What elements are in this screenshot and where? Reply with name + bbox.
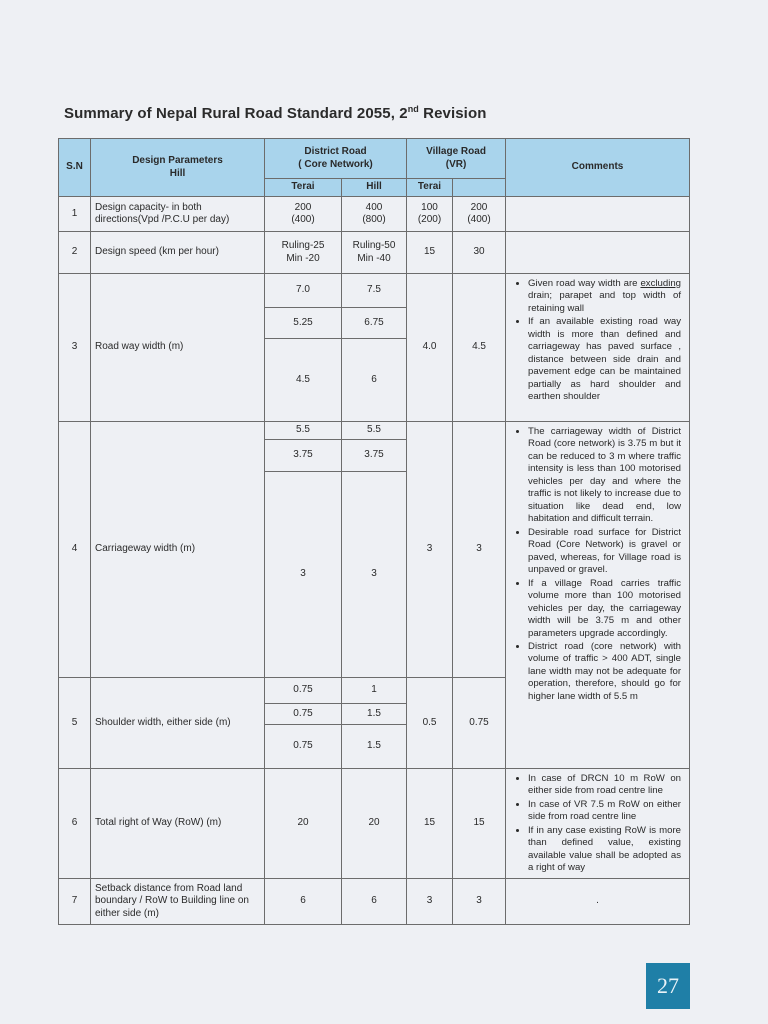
page-number-badge: 27 bbox=[646, 963, 690, 1009]
cell-vr-terai: 3 bbox=[407, 422, 453, 678]
cell-vr-terai: 3 bbox=[407, 878, 453, 924]
header-vr-hill bbox=[453, 179, 506, 197]
cell-dr-terai: 0.75 bbox=[265, 678, 342, 704]
cell-dr-hill: 6.75 bbox=[342, 308, 407, 339]
cell-vr-hill: 3 bbox=[453, 878, 506, 924]
header-village-road bbox=[407, 139, 506, 179]
cell-sn: 4 bbox=[59, 422, 91, 678]
comment-item: • If in any case existing RoW is more than defined value, existing available value shall be adopted as a right of way bbox=[528, 825, 681, 875]
table-row-1 bbox=[59, 197, 690, 232]
cell-dr-terai: 0.75 bbox=[265, 725, 342, 769]
cell-dr-hill: 20 bbox=[342, 769, 407, 879]
title-tail: Revision bbox=[418, 105, 487, 122]
cell-vr-hill: 30 bbox=[453, 232, 506, 274]
cell-dr-hill: 3 bbox=[342, 472, 407, 678]
header-district-road bbox=[265, 139, 407, 179]
cell-vr-terai: 15 bbox=[407, 232, 453, 274]
page-title bbox=[64, 104, 486, 122]
comment-item: • In case of DRCN 10 m RoW on either side from road centre line bbox=[528, 773, 681, 798]
header-sn: S.N bbox=[59, 139, 91, 197]
cell-vr-hill: 15 bbox=[453, 769, 506, 879]
cell-dr-terai: 4.5 bbox=[265, 339, 342, 422]
cell-dr-hill: 1.5 bbox=[342, 704, 407, 725]
cell-dr-hill: 6 bbox=[342, 878, 407, 924]
cell-dr-terai: 200 (400) bbox=[265, 197, 342, 232]
header-design-parameters-label: Design Parameters bbox=[132, 155, 223, 166]
cell-vr-hill: 200 (400) bbox=[453, 197, 506, 232]
cell-param: Design speed (km per hour) bbox=[91, 232, 265, 274]
cell-sn: 5 bbox=[59, 678, 91, 769]
header-design-parameters bbox=[91, 139, 265, 197]
header-dr-hill: Hill bbox=[342, 179, 407, 197]
cell-vr-terai: 4.0 bbox=[407, 274, 453, 422]
header-village-road-label: Village Road bbox=[426, 146, 486, 157]
cell-dr-hill: 400 (800) bbox=[342, 197, 407, 232]
cell-dr-terai: 3.75 bbox=[265, 440, 342, 472]
table-row-4 bbox=[59, 422, 690, 440]
cell-sn: 3 bbox=[59, 274, 91, 422]
header-vr-terai: Terai bbox=[407, 179, 453, 197]
cell-comment: . bbox=[506, 878, 690, 924]
comment-item: • District road (core network) with volume of traffic > 400 ADT, single lane width may not be adequate for operation, therefore, should go for higher lane width of 5.5 m bbox=[528, 641, 681, 703]
header-dr-terai: Terai bbox=[265, 179, 342, 197]
cell-param: Design capacity- in both directions(Vpd /P.C.U per day) bbox=[91, 197, 265, 232]
cell-sn: 7 bbox=[59, 878, 91, 924]
cell-dr-terai: 5.25 bbox=[265, 308, 342, 339]
cell-sn: 1 bbox=[59, 197, 91, 232]
cell-vr-hill: 4.5 bbox=[453, 274, 506, 422]
title-text: Summary of Nepal Rural Road Standard 2055, 2 bbox=[64, 105, 408, 122]
cell-vr-terai: 15 bbox=[407, 769, 453, 879]
cell-dr-terai: 20 bbox=[265, 769, 342, 879]
cell-param: Road way width (m) bbox=[91, 274, 265, 422]
cell-dr-hill: 1 bbox=[342, 678, 407, 704]
cell-param: Shoulder width, either side (m) bbox=[91, 678, 265, 769]
cell-dr-terai: 0.75 bbox=[265, 704, 342, 725]
title-superscript: nd bbox=[407, 104, 419, 114]
header-district-road-label: District Road bbox=[304, 146, 367, 157]
cell-dr-hill: 7.5 bbox=[342, 274, 407, 308]
cell-dr-terai: 7.0 bbox=[265, 274, 342, 308]
cell-comments-carriageway bbox=[506, 422, 690, 769]
comment-item: • Given road way width are excluding drain; parapet and top width of retaining wall bbox=[528, 278, 681, 315]
cell-vr-terai: 0.5 bbox=[407, 678, 453, 769]
comment-item: • If a village Road carries traffic volume more than 100 motorised vehicles per day, the carriageway width will be 3.75 m and other parameters upgrade accordingly. bbox=[528, 578, 681, 640]
header-village-road-sub: (VR) bbox=[445, 158, 467, 170]
comment-item: • The carriageway width of District Road (core network) is 3.75 m but it can be reduced to 3 m where traffic intensity is less than 100 motorised vehicles per day and where the traffic is not likely to increase due to situation like dead end, low habitation and difficult terrain. bbox=[528, 426, 681, 526]
rural-road-standard-table bbox=[58, 138, 690, 925]
cell-sn: 2 bbox=[59, 232, 91, 274]
table-row-2 bbox=[59, 232, 690, 274]
cell-vr-hill: 3 bbox=[453, 422, 506, 678]
cell-dr-hill: 1.5 bbox=[342, 725, 407, 769]
cell-dr-terai: 3 bbox=[265, 472, 342, 678]
cell-dr-terai: 6 bbox=[265, 878, 342, 924]
cell-vr-terai: 100 (200) bbox=[407, 197, 453, 232]
cell-comment-empty bbox=[506, 232, 690, 274]
comment-item: • Desirable road surface for District Road (Core Network) is gravel or paved, whereas, for Village road is unpaved or gravel. bbox=[528, 527, 681, 577]
cell-comments-roadway bbox=[506, 274, 690, 422]
comment-item: • If an available existing road way width is more than defined and carriageway has paved surface , distance between side drain and pavement edge can be maintained partially as hard shoulder and earthen shoulder bbox=[528, 316, 681, 403]
cell-comment-empty bbox=[506, 197, 690, 232]
cell-dr-hill: 5.5 bbox=[342, 422, 407, 440]
cell-vr-hill: 0.75 bbox=[453, 678, 506, 769]
comment-item: • In case of VR 7.5 m RoW on either side from road centre line bbox=[528, 799, 681, 824]
cell-dr-hill: 6 bbox=[342, 339, 407, 422]
cell-comments-row bbox=[506, 769, 690, 879]
cell-dr-hill: 3.75 bbox=[342, 440, 407, 472]
table-row-3 bbox=[59, 274, 690, 308]
cell-sn: 6 bbox=[59, 769, 91, 879]
cell-param: Carriageway width (m) bbox=[91, 422, 265, 678]
header-district-road-sub: ( Core Network) bbox=[298, 158, 373, 170]
table-row-7 bbox=[59, 878, 690, 924]
table-row-6 bbox=[59, 769, 690, 879]
header-design-parameters-sub: Hill bbox=[169, 167, 186, 179]
cell-dr-terai: 5.5 bbox=[265, 422, 342, 440]
cell-param: Total right of Way (RoW) (m) bbox=[91, 769, 265, 879]
cell-dr-hill: Ruling-50 Min -40 bbox=[342, 232, 407, 274]
header-comments: Comments bbox=[506, 139, 690, 197]
cell-dr-terai: Ruling-25 Min -20 bbox=[265, 232, 342, 274]
cell-param: Setback distance from Road land boundary / RoW to Building line on either side (m) bbox=[91, 878, 265, 924]
